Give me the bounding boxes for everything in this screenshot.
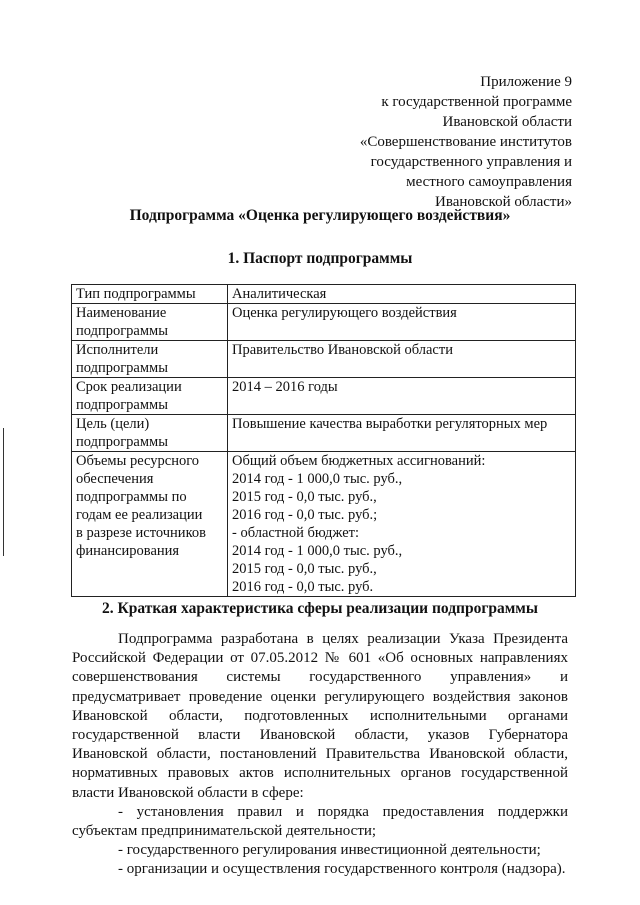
cell-line: Наименование: [76, 305, 167, 321]
table-row: [72, 378, 576, 415]
cell-line: подпрограммы: [76, 397, 168, 413]
section-2-heading: 2. Краткая характеристика сферы реализации подпрограммы: [102, 600, 538, 617]
cell-line: годам ее реализации: [76, 507, 203, 523]
annex-line: к государственной программе: [381, 94, 572, 110]
table-row: [72, 285, 576, 304]
cell-line: подпрограммы: [76, 323, 168, 339]
table-cell-label: [72, 285, 228, 304]
table-cell-label: [72, 304, 228, 341]
cell-line: Срок реализации: [76, 379, 182, 395]
section-1-heading: 1. Паспорт подпрограммы: [227, 250, 413, 267]
list-item: - государственного регулирования инвестиционной деятельности;: [118, 842, 541, 859]
cell-line: 2014 год - 1 000,0 тыс. руб.,: [232, 543, 403, 559]
annex-header: [252, 72, 572, 212]
list-item: - установления правил и порядка предоставления поддержки субъектам предпринимательской деятельности;: [72, 803, 568, 840]
table-cell-label: [72, 415, 228, 452]
table-row: [72, 304, 576, 341]
annex-line: Ивановской области»: [435, 194, 572, 210]
table-cell-value: [228, 378, 576, 415]
table-cell-value: [228, 304, 576, 341]
cell-line: Оценка регулирующего воздействия: [232, 305, 457, 321]
annex-line: государственного управления и: [370, 154, 572, 170]
table-cell-label: [72, 378, 228, 415]
table-row: [72, 415, 576, 452]
document-title: Подпрограмма «Оценка регулирующего воздействия»: [129, 207, 511, 224]
passport-table: [71, 284, 576, 597]
cell-line: подпрограммы: [76, 434, 168, 450]
cell-line: в разрезе источников: [76, 525, 206, 541]
scan-margin-mark: [3, 428, 4, 556]
cell-line: 2016 год - 0,0 тыс. руб.: [232, 579, 374, 595]
annex-line: Ивановской области: [442, 114, 572, 130]
list-item: - организации и осуществления государственного контроля (надзора).: [118, 861, 566, 878]
cell-line: Объемы ресурсного: [76, 453, 200, 469]
cell-line: 2015 год - 0,0 тыс. руб.,: [232, 561, 377, 577]
annex-line: местного самоуправления: [406, 174, 572, 190]
cell-line: Тип подпрограммы: [76, 286, 196, 302]
cell-line: - областной бюджет:: [232, 525, 360, 541]
table-cell-value: [228, 415, 576, 452]
table-cell-value: [228, 452, 576, 597]
annex-line: «Совершенствование институтов: [359, 134, 572, 150]
body-text: [72, 630, 568, 880]
cell-line: 2014 год - 1 000,0 тыс. руб.,: [232, 471, 403, 487]
body-paragraph: Подпрограмма разработана в целях реализации Указа Президента Российской Федерации от 07.05.2012 № 601 «Об основных направлениях совершенствования системы государственного управления» и предусматривает проведение оценки регулирующего воздействия законов Ивановской области, подготовленных исполнительными органами государственной власти Ивановской области, указов Губернатора Ивановской области, постановлений Правительства Ивановской области, нормативных правовых актов исполнительных органов государственной власти Ивановской области в сфере:: [72, 631, 568, 801]
cell-line: 2015 год - 0,0 тыс. руб.,: [232, 489, 377, 505]
table-cell-value: [228, 341, 576, 378]
cell-line: 2016 год - 0,0 тыс. руб.;: [232, 507, 378, 523]
table-cell-label: [72, 341, 228, 378]
table-cell-value: [228, 285, 576, 304]
cell-line: Цель (цели): [76, 416, 150, 432]
cell-line: обеспечения: [76, 471, 154, 487]
cell-line: Повышение качества выработки регуляторных мер: [232, 416, 548, 432]
table-cell-label: [72, 452, 228, 597]
cell-line: подпрограммы по: [76, 489, 187, 505]
table-row: [72, 452, 576, 597]
annex-line: Приложение 9: [480, 74, 572, 90]
cell-line: Аналитическая: [232, 286, 327, 302]
cell-line: финансирования: [76, 543, 180, 559]
cell-line: Правительство Ивановской области: [232, 342, 453, 358]
cell-line: подпрограммы: [76, 360, 168, 376]
cell-line: Исполнители: [76, 342, 159, 358]
table-row: [72, 341, 576, 378]
cell-line: Общий объем бюджетных ассигнований:: [232, 453, 486, 469]
cell-line: 2014 – 2016 годы: [232, 379, 338, 395]
